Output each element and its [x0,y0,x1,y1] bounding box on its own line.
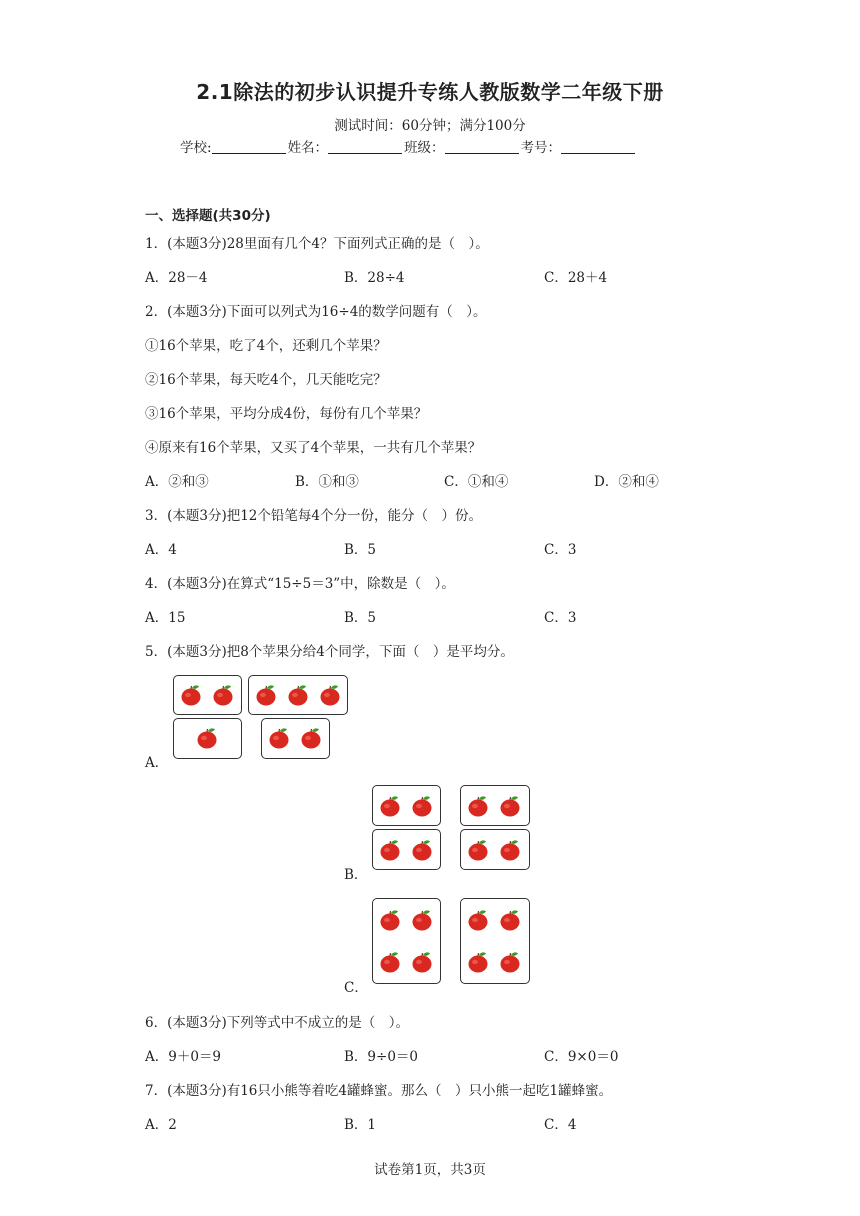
section-heading: 一、选择题(共30分) [145,208,271,224]
q3-option-c[interactable]: C．3 [544,542,577,558]
q2-statement-1: ①16个苹果，吃了4个，还剩几个苹果？ [145,338,387,354]
q6-option-a[interactable]: A．9＋0＝9 [145,1049,222,1065]
apple-group-box [173,675,242,715]
q1-option-a[interactable]: A．28－4 [145,270,208,286]
name-label: 姓名： [287,140,329,156]
apple-group-box [460,898,530,984]
apple-icon [499,839,521,861]
q1-option-c[interactable]: C．28＋4 [544,270,608,286]
q2-option-d[interactable]: D．②和④ [594,474,659,490]
apple-icon [499,795,521,817]
apple-icon [379,909,401,931]
apple-icon [379,795,401,817]
apple-icon [411,909,433,931]
apple-icon [255,684,277,706]
q5-option-a[interactable]: A． [145,755,169,771]
apple-icon [411,839,433,861]
question-2-stem: 2．(本题3分)下面可以列式为16÷4的数学问题有（ ）。 [145,304,487,320]
q2-statement-4: ④原来有16个苹果，又买了4个苹果，一共有几个苹果？ [145,440,482,456]
class-label: 班级： [404,140,445,156]
apple-icon [411,951,433,973]
apple-icon [467,951,489,973]
apple-icon [499,951,521,973]
number-blank[interactable] [561,139,635,154]
apple-icon [467,839,489,861]
q2-option-c[interactable]: C．①和④ [444,474,509,490]
q6-option-c[interactable]: C．9×0＝0 [544,1049,619,1065]
apple-group-box [248,675,348,715]
q7-option-b[interactable]: B．1 [344,1117,377,1133]
q2-statement-2: ②16个苹果，每天吃4个，几天能吃完？ [145,372,387,388]
apple-group-box [372,898,441,984]
q7-option-c[interactable]: C．4 [544,1117,577,1133]
q4-option-b[interactable]: B．5 [344,610,377,626]
apple-icon [287,684,309,706]
apple-icon [467,909,489,931]
q5-option-c[interactable]: C． [344,980,368,996]
q5-option-b[interactable]: B． [344,867,368,883]
page-footer: 试卷第1页，共3页 [374,1162,486,1178]
q2-option-b[interactable]: B．①和③ [295,474,359,490]
apple-icon [196,727,218,749]
q6-option-b[interactable]: B．9÷0＝0 [344,1049,418,1065]
apple-icon [499,909,521,931]
q2-statement-3: ③16个苹果，平均分成4份，每份有几个苹果？ [145,406,428,422]
class-blank[interactable] [445,139,519,154]
q4-option-a[interactable]: A．15 [145,610,186,626]
question-7-stem: 7．(本题3分)有16只小熊等着吃4罐蜂蜜。那么（ ）只小熊一起吃1罐蜂蜜。 [145,1083,613,1099]
apple-group-box [173,718,242,759]
apple-icon [180,684,202,706]
question-6-stem: 6．(本题3分)下列等式中不成立的是（ ）。 [145,1015,409,1031]
apple-icon [379,839,401,861]
student-info-line [180,136,637,156]
question-4-stem: 4．(本题3分)在算式“15÷5＝3”中，除数是（ ）。 [145,576,455,592]
q3-option-a[interactable]: A．4 [145,542,177,558]
school-label: 学校: [180,140,212,156]
q2-option-a[interactable]: A．②和③ [145,474,209,490]
apple-group-box [460,785,530,826]
q7-option-a[interactable]: A．2 [145,1117,177,1133]
apple-icon [300,727,322,749]
q3-option-b[interactable]: B．5 [344,542,377,558]
apple-group-box [372,829,441,870]
q4-option-c[interactable]: C．3 [544,610,577,626]
page-title: 2.1除法的初步认识提升专练人教版数学二年级下册 [196,80,664,104]
apple-group-box [372,785,441,826]
question-3-stem: 3．(本题3分)把12个铅笔每4个分一份，能分（ ）份。 [145,508,482,524]
apple-icon [319,684,341,706]
test-subtitle: 测试时间：60分钟；满分100分 [334,118,526,134]
name-blank[interactable] [328,139,402,154]
apple-icon [411,795,433,817]
question-1-stem: 1．(本题3分)28里面有几个4？下面列式正确的是（ ）。 [145,236,489,252]
apple-icon [467,795,489,817]
q1-option-b[interactable]: B．28÷4 [344,270,405,286]
apple-icon [268,727,290,749]
apple-icon [379,951,401,973]
apple-icon [212,684,234,706]
apple-group-box [460,829,530,870]
apple-group-box [261,718,330,759]
school-blank[interactable] [212,139,286,154]
number-label: 考号： [520,140,562,156]
question-5-stem: 5．(本题3分)把8个苹果分给4个同学，下面（ ）是平均分。 [145,644,514,660]
